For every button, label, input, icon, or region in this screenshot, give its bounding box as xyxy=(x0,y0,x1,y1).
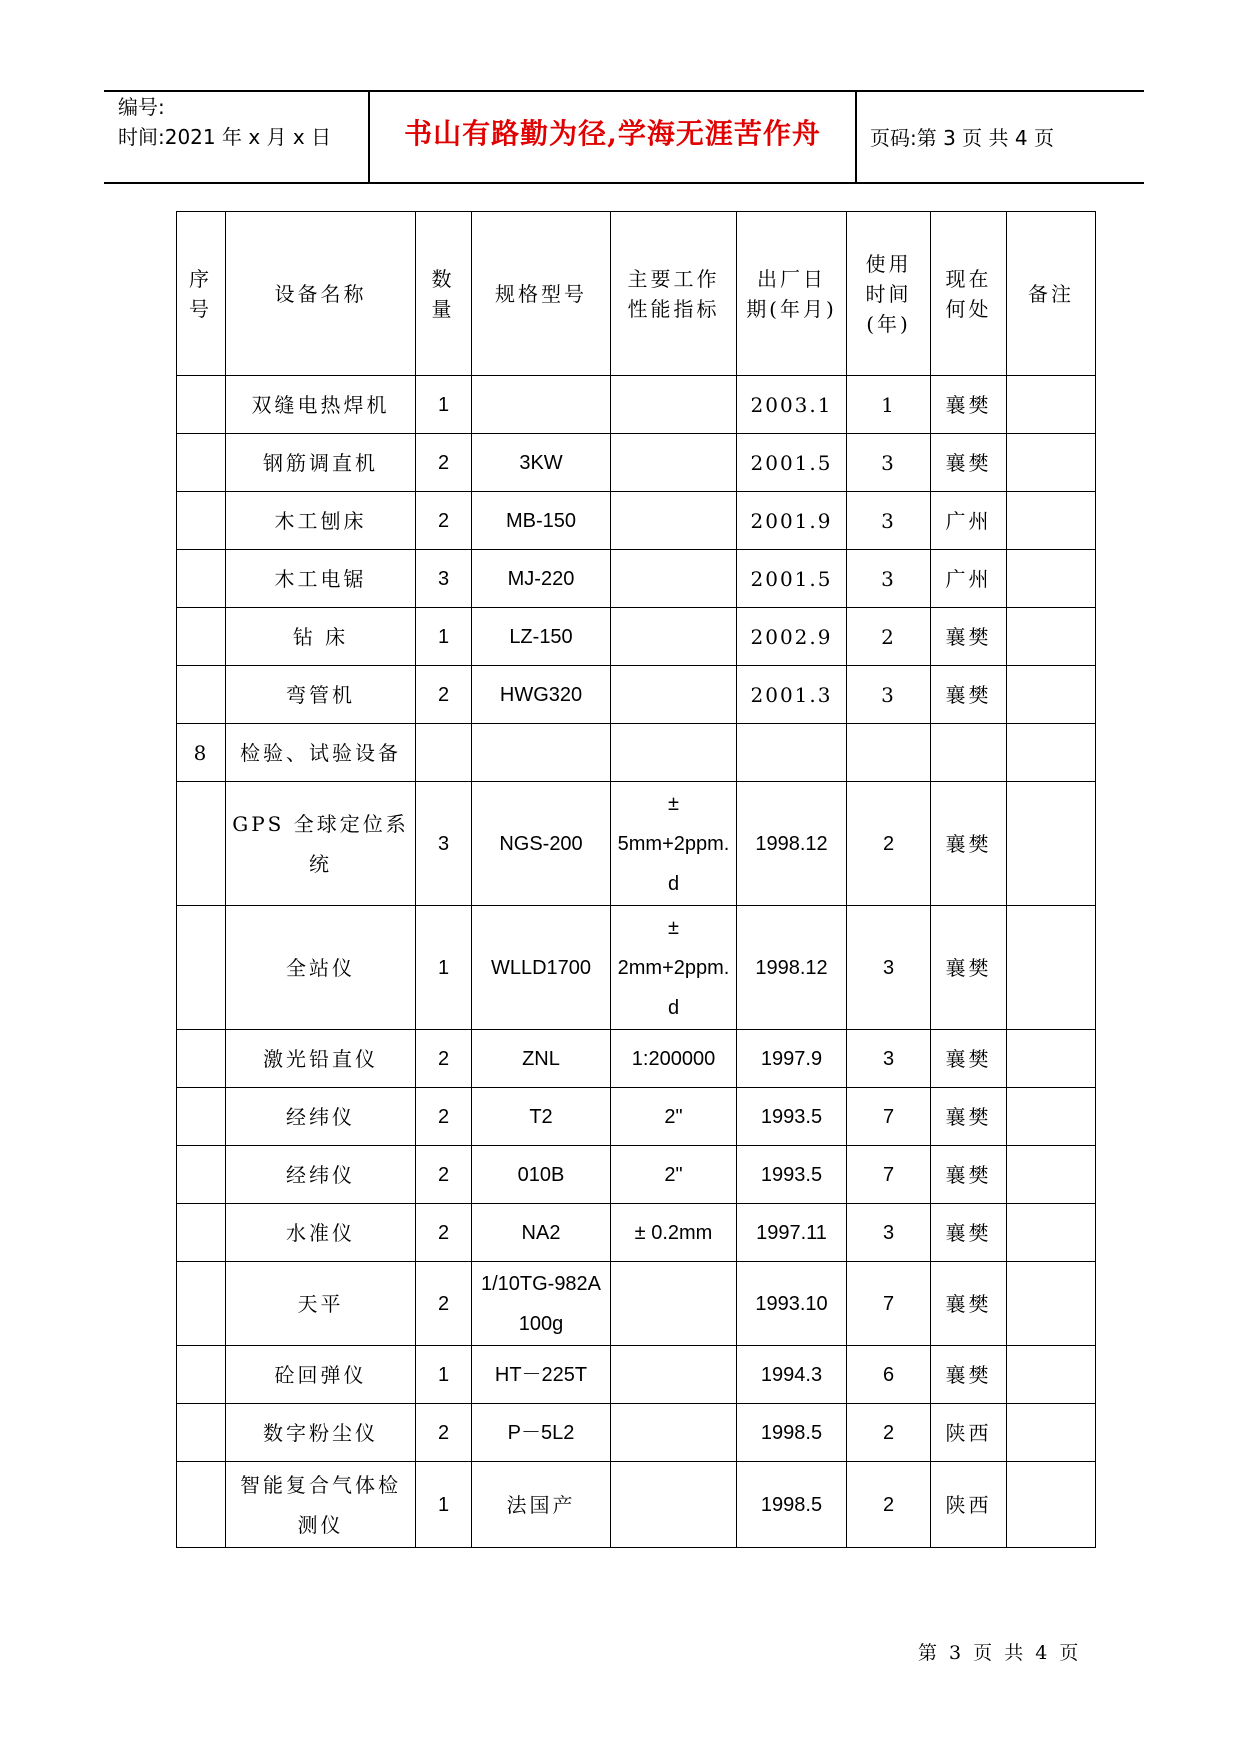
cell-perf: ± 5mm+2ppm. d xyxy=(611,782,737,906)
cell-model xyxy=(472,724,611,782)
cell-seq xyxy=(177,1146,226,1204)
cell-date: 1993.5 xyxy=(737,1088,847,1146)
cell-qty: 2 xyxy=(416,1404,472,1462)
cell-location: 陕西 xyxy=(931,1404,1007,1462)
cell-qty: 1 xyxy=(416,1346,472,1404)
table-row xyxy=(177,1262,1096,1346)
cell-years xyxy=(847,724,931,782)
cell-perf xyxy=(611,1346,737,1404)
cell-perf xyxy=(611,724,737,782)
cell-perf xyxy=(611,1262,737,1346)
cell-seq xyxy=(177,1088,226,1146)
cell-name: 数字粉尘仪 xyxy=(226,1404,416,1462)
table-row xyxy=(177,1030,1096,1088)
cell-date: 1994.3 xyxy=(737,1346,847,1404)
header-years: 使用 时间 (年) xyxy=(847,212,931,376)
header-perf: 主要工作 性能指标 xyxy=(611,212,737,376)
cell-perf xyxy=(611,666,737,724)
equipment-table xyxy=(176,211,1096,1548)
header-motto: 书山有路勤为径,学海无涯苦作舟 xyxy=(404,117,821,150)
page-footer: 第 3 页 共 4 页 xyxy=(918,1642,1082,1664)
cell-name: 水准仪 xyxy=(226,1204,416,1262)
cell-name: 木工电锯 xyxy=(226,550,416,608)
cell-remark xyxy=(1007,1346,1096,1404)
cell-remark xyxy=(1007,1146,1096,1204)
table-row xyxy=(177,434,1096,492)
cell-seq xyxy=(177,492,226,550)
cell-location: 襄樊 xyxy=(931,1088,1007,1146)
cell-date: 2002.9 xyxy=(737,608,847,666)
cell-location: 襄樊 xyxy=(931,434,1007,492)
cell-model: HT－225T xyxy=(472,1346,611,1404)
cell-qty xyxy=(416,724,472,782)
cell-years: 3 xyxy=(847,906,931,1030)
cell-name: 检验、试验设备 xyxy=(226,724,416,782)
cell-remark xyxy=(1007,666,1096,724)
cell-qty: 2 xyxy=(416,666,472,724)
cell-location: 广州 xyxy=(931,550,1007,608)
cell-seq xyxy=(177,1462,226,1548)
cell-location: 襄樊 xyxy=(931,376,1007,434)
cell-location: 襄樊 xyxy=(931,1204,1007,1262)
cell-model: MB-150 xyxy=(472,492,611,550)
table-row xyxy=(177,666,1096,724)
cell-model: NA2 xyxy=(472,1204,611,1262)
cell-date: 1998.5 xyxy=(737,1462,847,1548)
cell-seq xyxy=(177,608,226,666)
cell-perf: ± 2mm+2ppm. d xyxy=(611,906,737,1030)
table-row xyxy=(177,608,1096,666)
cell-location: 襄樊 xyxy=(931,1030,1007,1088)
cell-name: 智能复合气体检 测仪 xyxy=(226,1462,416,1548)
table-row xyxy=(177,492,1096,550)
cell-date: 2001.9 xyxy=(737,492,847,550)
cell-qty: 2 xyxy=(416,492,472,550)
cell-years: 2 xyxy=(847,608,931,666)
cell-location: 襄樊 xyxy=(931,782,1007,906)
cell-years: 6 xyxy=(847,1346,931,1404)
table-row-section xyxy=(177,724,1096,782)
cell-model: NGS-200 xyxy=(472,782,611,906)
cell-seq xyxy=(177,1346,226,1404)
cell-years: 3 xyxy=(847,1030,931,1088)
cell-name: 双缝电热焊机 xyxy=(226,376,416,434)
cell-years: 7 xyxy=(847,1262,931,1346)
cell-years: 3 xyxy=(847,492,931,550)
header-date: 出厂日 期(年月) xyxy=(737,212,847,376)
table-row xyxy=(177,906,1096,1030)
cell-seq xyxy=(177,906,226,1030)
cell-remark xyxy=(1007,376,1096,434)
header-location: 现在 何处 xyxy=(931,212,1007,376)
cell-model: 1/10TG-982A 100g xyxy=(472,1262,611,1346)
cell-model: LZ-150 xyxy=(472,608,611,666)
cell-model: 3KW xyxy=(472,434,611,492)
header-qty: 数量 xyxy=(416,212,472,376)
cell-years: 2 xyxy=(847,782,931,906)
cell-name: 钢筋调直机 xyxy=(226,434,416,492)
cell-qty: 2 xyxy=(416,1030,472,1088)
cell-location xyxy=(931,724,1007,782)
header-name: 设备名称 xyxy=(226,212,416,376)
cell-remark xyxy=(1007,1262,1096,1346)
cell-remark xyxy=(1007,434,1096,492)
cell-years: 3 xyxy=(847,1204,931,1262)
cell-date: 1997.9 xyxy=(737,1030,847,1088)
cell-perf xyxy=(611,1404,737,1462)
cell-years: 3 xyxy=(847,550,931,608)
cell-qty: 2 xyxy=(416,1204,472,1262)
header-divider-right xyxy=(855,90,857,184)
cell-name: 天平 xyxy=(226,1262,416,1346)
cell-date xyxy=(737,724,847,782)
header-model: 规格型号 xyxy=(472,212,611,376)
header-remark: 备注 xyxy=(1007,212,1096,376)
cell-perf xyxy=(611,492,737,550)
cell-seq xyxy=(177,1030,226,1088)
cell-perf xyxy=(611,550,737,608)
cell-name: 激光铅直仪 xyxy=(226,1030,416,1088)
cell-perf: 2" xyxy=(611,1146,737,1204)
cell-name: GPS 全球定位系 统 xyxy=(226,782,416,906)
cell-model xyxy=(472,376,611,434)
cell-remark xyxy=(1007,1462,1096,1548)
cell-years: 1 xyxy=(847,376,931,434)
table-row xyxy=(177,1204,1096,1262)
cell-remark xyxy=(1007,1088,1096,1146)
cell-date: 1997.11 xyxy=(737,1204,847,1262)
cell-remark xyxy=(1007,782,1096,906)
cell-date: 2001.3 xyxy=(737,666,847,724)
cell-perf xyxy=(611,608,737,666)
cell-remark xyxy=(1007,1404,1096,1462)
cell-perf xyxy=(611,376,737,434)
cell-model: 法国产 xyxy=(472,1462,611,1548)
header-meta xyxy=(118,92,331,152)
cell-seq xyxy=(177,434,226,492)
cell-years: 2 xyxy=(847,1462,931,1548)
cell-model: WLLD1700 xyxy=(472,906,611,1030)
table-row xyxy=(177,550,1096,608)
cell-model: ZNL xyxy=(472,1030,611,1088)
cell-name: 木工刨床 xyxy=(226,492,416,550)
cell-location: 陕西 xyxy=(931,1462,1007,1548)
cell-years: 7 xyxy=(847,1088,931,1146)
cell-model: 010B xyxy=(472,1146,611,1204)
cell-remark xyxy=(1007,1204,1096,1262)
cell-location: 襄樊 xyxy=(931,1346,1007,1404)
cell-date: 2003.1 xyxy=(737,376,847,434)
cell-qty: 3 xyxy=(416,550,472,608)
cell-qty: 1 xyxy=(416,608,472,666)
cell-years: 7 xyxy=(847,1146,931,1204)
cell-name: 全站仪 xyxy=(226,906,416,1030)
cell-name: 砼回弹仪 xyxy=(226,1346,416,1404)
number-label: 编号: xyxy=(118,95,165,119)
cell-perf xyxy=(611,434,737,492)
cell-remark xyxy=(1007,724,1096,782)
cell-location: 襄樊 xyxy=(931,906,1007,1030)
table-row xyxy=(177,376,1096,434)
table-row xyxy=(177,1146,1096,1204)
cell-name: 弯管机 xyxy=(226,666,416,724)
cell-remark xyxy=(1007,1030,1096,1088)
cell-qty: 2 xyxy=(416,434,472,492)
cell-location: 襄樊 xyxy=(931,1262,1007,1346)
table-header-row xyxy=(177,212,1096,376)
cell-years: 2 xyxy=(847,1404,931,1462)
cell-years: 3 xyxy=(847,434,931,492)
cell-seq xyxy=(177,782,226,906)
table-row xyxy=(177,1088,1096,1146)
cell-date: 1993.10 xyxy=(737,1262,847,1346)
table-row xyxy=(177,1346,1096,1404)
cell-seq xyxy=(177,550,226,608)
table-row xyxy=(177,1462,1096,1548)
cell-location: 广州 xyxy=(931,492,1007,550)
cell-perf: 2" xyxy=(611,1088,737,1146)
cell-qty: 2 xyxy=(416,1088,472,1146)
header-seq: 序号 xyxy=(177,212,226,376)
cell-seq: 8 xyxy=(177,724,226,782)
cell-years: 3 xyxy=(847,666,931,724)
cell-remark xyxy=(1007,906,1096,1030)
cell-perf: ± 0.2mm xyxy=(611,1204,737,1262)
cell-remark xyxy=(1007,492,1096,550)
cell-model: HWG320 xyxy=(472,666,611,724)
cell-qty: 2 xyxy=(416,1262,472,1346)
header-page-label: 页码:第 3 页 共 4 页 xyxy=(870,126,1054,150)
cell-name: 钻 床 xyxy=(226,608,416,666)
cell-date: 2001.5 xyxy=(737,550,847,608)
cell-remark xyxy=(1007,550,1096,608)
cell-perf xyxy=(611,1462,737,1548)
header-bottom-rule xyxy=(104,182,1144,184)
cell-date: 1998.5 xyxy=(737,1404,847,1462)
cell-location: 襄樊 xyxy=(931,666,1007,724)
cell-date: 2001.5 xyxy=(737,434,847,492)
cell-seq xyxy=(177,376,226,434)
cell-qty: 3 xyxy=(416,782,472,906)
cell-qty: 1 xyxy=(416,1462,472,1548)
cell-model: P－5L2 xyxy=(472,1404,611,1462)
cell-seq xyxy=(177,1204,226,1262)
cell-date: 1993.5 xyxy=(737,1146,847,1204)
cell-qty: 1 xyxy=(416,906,472,1030)
cell-model: T2 xyxy=(472,1088,611,1146)
cell-seq xyxy=(177,666,226,724)
cell-date: 1998.12 xyxy=(737,906,847,1030)
table-row xyxy=(177,782,1096,906)
cell-seq xyxy=(177,1262,226,1346)
cell-model: MJ-220 xyxy=(472,550,611,608)
time-label: 时间:2021 年 x 月 x 日 xyxy=(118,125,332,149)
table-row xyxy=(177,1404,1096,1462)
cell-date: 1998.12 xyxy=(737,782,847,906)
cell-location: 襄樊 xyxy=(931,1146,1007,1204)
cell-seq xyxy=(177,1404,226,1462)
cell-qty: 2 xyxy=(416,1146,472,1204)
cell-remark xyxy=(1007,608,1096,666)
cell-location: 襄樊 xyxy=(931,608,1007,666)
cell-name: 经纬仪 xyxy=(226,1088,416,1146)
cell-name: 经纬仪 xyxy=(226,1146,416,1204)
cell-qty: 1 xyxy=(416,376,472,434)
cell-perf: 1:200000 xyxy=(611,1030,737,1088)
